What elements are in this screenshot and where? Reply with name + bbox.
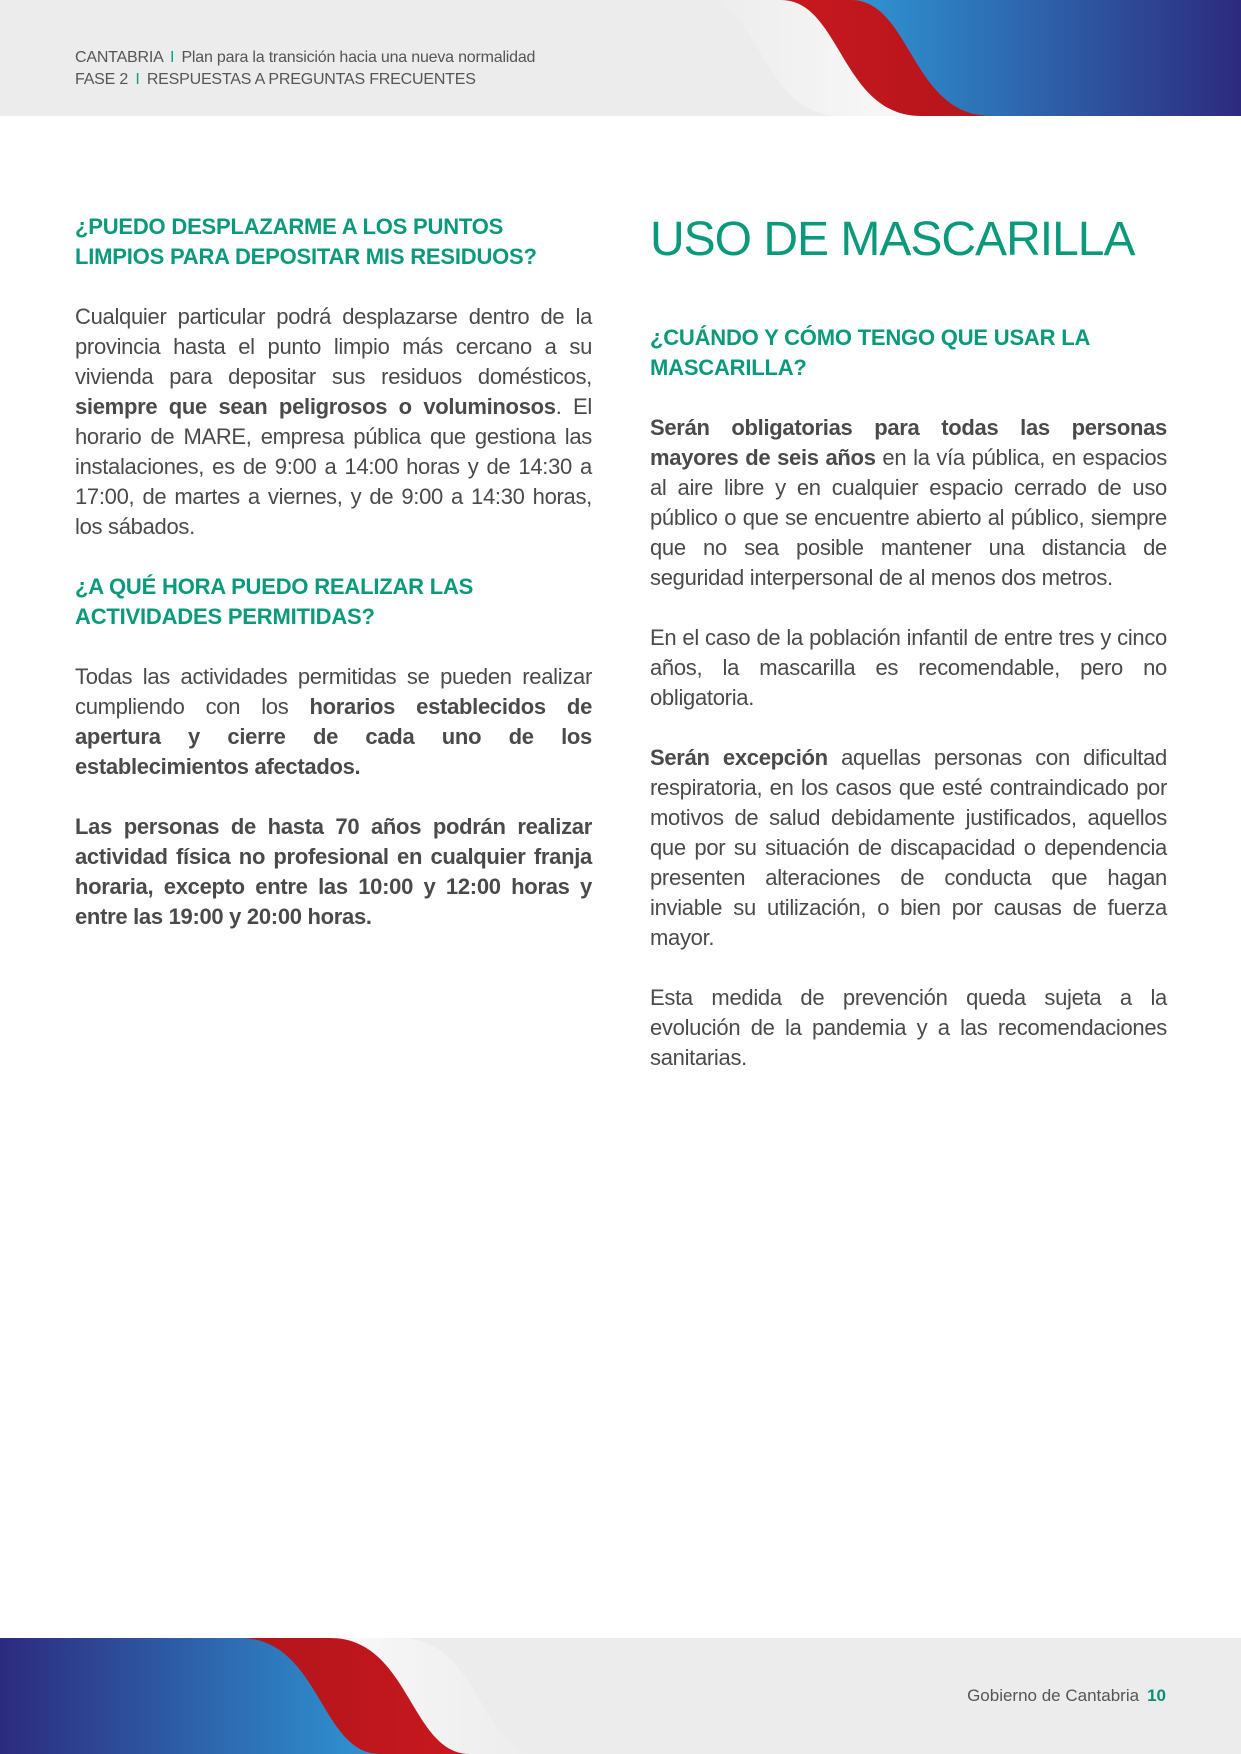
header-separator: I [169, 49, 175, 66]
text-run: en la vía pública, en espacios al aire libre y en cualquier espacio cerrado de uso público o que se encuentre abierto al público, siempre que no sea posible mantener una distancia de seguridad interpersonal de al menos dos metros. [650, 445, 1167, 590]
page-number: 10 [1147, 1686, 1166, 1705]
footer-decorative-wave [0, 1638, 560, 1754]
answer-paragraph: Esta medida de prevención queda sujeta a la evolución de la pandemia y a las recomendaciones sanitarias. [650, 985, 1167, 1070]
bold-text-run: siempre que sean peligrosos o voluminosos [75, 394, 556, 419]
header-section: RESPUESTAS A PREGUNTAS FRECUENTES [146, 71, 476, 88]
text-run: Cualquier particular podrá desplazarse dentro de la provincia hasta el punto limpio más cercano a su vivienda para depositar sus residuos domésticos, [75, 304, 592, 389]
header-plan-title: Plan para la transición hacia una nueva normalidad [181, 49, 536, 66]
bold-text-run: Serán excepción [650, 745, 828, 770]
header-separator: I [135, 71, 140, 88]
question-heading: ¿PUEDO DESPLAZARME A LOS PUNTOS LIMPIOS PARA DEPOSITAR MIS RESIDUOS? [75, 214, 537, 269]
footer-org: Gobierno de Cantabria [967, 1686, 1140, 1705]
left-column [75, 212, 592, 962]
bold-text-run: horarios establecidos de apertura y cierre de cada uno de los establecimientos afectados. [75, 694, 592, 779]
question-heading: ¿A QUÉ HORA PUEDO REALIZAR LAS ACTIVIDADES PERMITIDAS? [75, 574, 474, 629]
text-run: . El horario de MARE, empresa pública que gestiona las instalaciones, es de 9:00 a 14:00 horas y de 14:30 a 17:00, de martes a viernes, y de 9:00 a 14:30 horas, los sábados. [75, 394, 592, 539]
answer-paragraph: En el caso de la población infantil de entre tres y cinco años, la mascarilla es recomendable, pero no obligatoria. [650, 625, 1167, 710]
text-run: aquellas personas con dificultad respiratoria, en los casos que esté contraindicado por motivos de salud debidamente justificados, aquellos que por su situación de discapacidad o dependencia presenten alteraciones de conducta que hagan inviable su utilización, o bien por causas de fuerza mayor. [650, 745, 1167, 950]
answer-paragraph [75, 662, 592, 782]
header-breadcrumb [75, 47, 535, 91]
header-region: CANTABRIA [75, 49, 163, 66]
bold-text-run: Serán obligatorias para todas las personas mayores de seis años [650, 415, 1167, 470]
header-line-1 [75, 47, 535, 69]
section-title: USO DE MASCARILLA [650, 213, 1135, 266]
answer-paragraph [75, 302, 592, 542]
answer-paragraph [650, 413, 1167, 593]
text-run: Todas las actividades permitidas se pueden realizar cumpliendo con los [75, 664, 592, 719]
footer [967, 1686, 1166, 1706]
header-line-2 [75, 69, 535, 91]
answer-paragraph-bold: Las personas de hasta 70 años podrán realizar actividad física no profesional en cualquier franja horaria, excepto entre las 10:00 y 12:00 horas y entre las 19:00 y 20:00 horas. [75, 814, 592, 929]
question-heading: ¿CUÁNDO Y CÓMO TENGO QUE USAR LA MASCARILLA? [650, 325, 1090, 380]
header-phase: FASE 2 [75, 71, 129, 88]
header-decorative-wave [701, 0, 1241, 116]
answer-paragraph [650, 743, 1167, 953]
right-column [650, 212, 1167, 1103]
